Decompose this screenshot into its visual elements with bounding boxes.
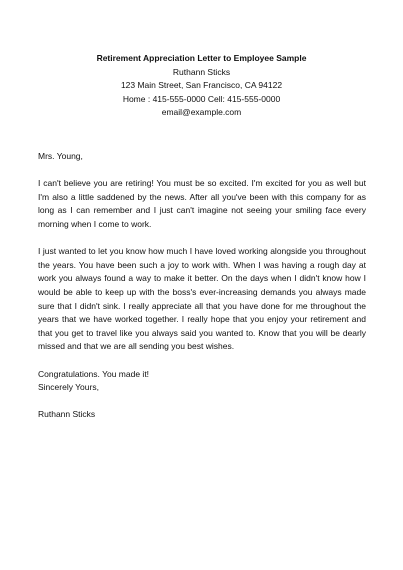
- sender-name: Ruthann Sticks: [172, 66, 231, 77]
- letter-body: [38, 150, 366, 422]
- paragraph-2: I just wanted to let you know how much I have loved working alongside you throughout the years. You have been such a joy to work with. When I was having a rough day at work you always found a way to make it better. On the days when I didn't know how I would be able to keep up with the boss's ever-increasing demands you always made sure that I didn't sink. I really appreciate all that you have done for me throughout the years that we have worked together. I really hope that you enjoy your retirement and that you get to travel like you always said you wanted to. Know that you will be dearly missed and that we are all sending you best wishes.: [38, 246, 366, 352]
- sign-off: Sincerely Yours,: [38, 382, 99, 393]
- sender-phones: Home : 415-555-0000 Cell: 415-555-0000: [122, 93, 281, 104]
- paragraph-1: I can't believe you are retiring! You must be so excited. I'm excited for you as well but I'm also a little saddened by the news. After all you've been with this company for as long as I can remember and I just can't imagine not seeing your smiling face every morning when I come to work.: [38, 178, 366, 229]
- sender-email: email@example.com: [161, 107, 242, 118]
- closing-block: [38, 368, 366, 395]
- salutation: Mrs. Young,: [38, 151, 83, 161]
- sender-address: 123 Main Street, San Francisco, CA 94122: [120, 80, 283, 91]
- letter-title: Retirement Appreciation Letter to Employee Sample: [96, 53, 307, 63]
- letter-header: [0, 52, 403, 120]
- closing-line: Congratulations. You made it!: [38, 368, 150, 379]
- signature-name: Ruthann Sticks: [38, 409, 96, 420]
